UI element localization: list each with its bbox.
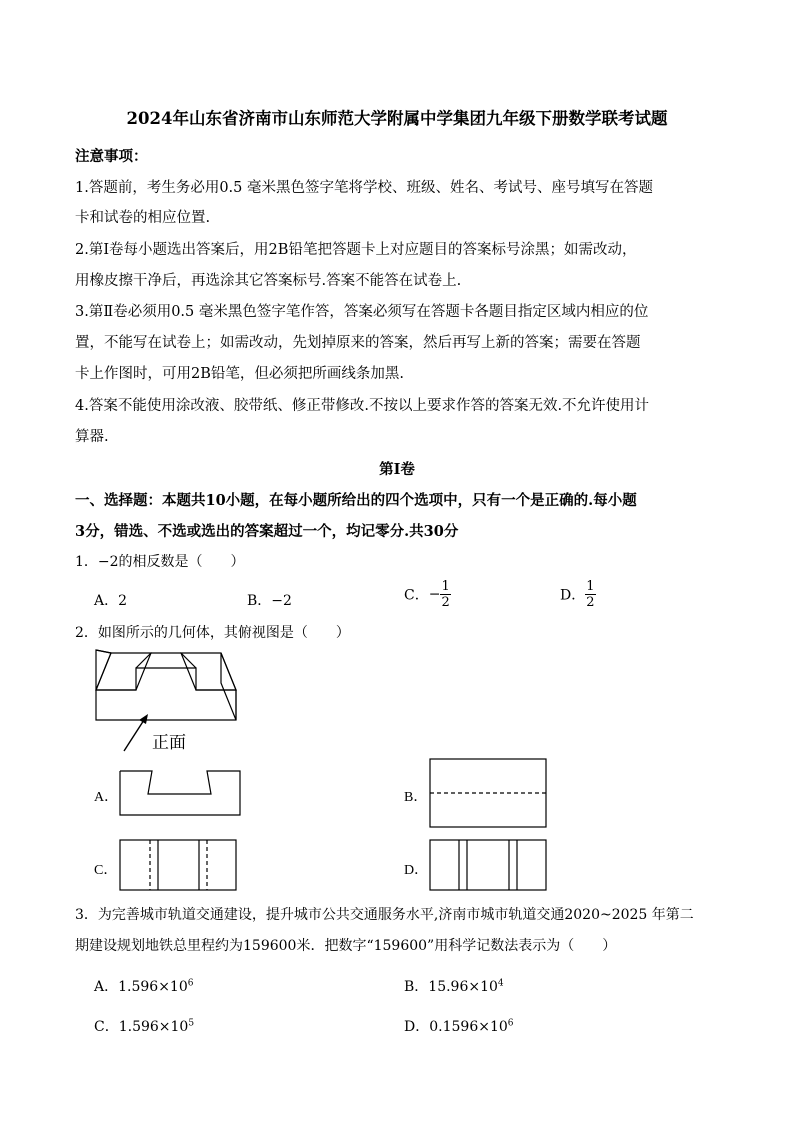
notice-line: 置，不能写在试卷上；如需改动，先划掉原来的答案，然后再写上新的答案；需要在答题 — [75, 335, 641, 351]
q2-option-c-label: C． — [94, 863, 118, 878]
fraction-numerator: 1 — [586, 579, 595, 594]
q1-option-a: A．2 — [94, 593, 128, 609]
notice-line: 卡上作图时，可用2B铅笔，但必须把所画线条加黑. — [75, 366, 404, 382]
fraction-denominator: 2 — [441, 595, 450, 610]
q1-stem: 1．−2的相反数是（ ） — [75, 554, 245, 570]
notice-line: 用橡皮擦干净后，再选涂其它答案标号.答案不能答在试卷上. — [75, 273, 462, 289]
notice-heading: 注意事项： — [75, 148, 148, 165]
q3-stem-line: 3．为完善城市轨道交通建设，提升城市公共交通服务水平,济南市城市轨道交通2020~2025 年第二 — [75, 907, 694, 923]
q3-option-c-exponent: 5 — [188, 1018, 195, 1029]
q1-option-b: B．−2 — [247, 593, 292, 609]
q3-option-a — [94, 976, 193, 996]
notice-line: 1.答题前，考生务必用0.5 毫米黑色签字笔将学校、班级、姓名、考试号、座号填写在答题 — [75, 180, 653, 196]
q3-option-d-label: D． — [404, 1019, 430, 1035]
notice-line: 3.第Ⅱ卷必须用0.5 毫米黑色签字笔作答，答案必须写在答题卡各题目指定区域内相应的位 — [75, 304, 649, 320]
q3-option-a-base: 1.596×10 — [118, 979, 188, 995]
q3-option-c — [94, 1016, 194, 1036]
q3-option-a-exponent: 6 — [187, 978, 194, 989]
q1-option-d-label: D． — [560, 587, 586, 604]
notice-line: 2.第Ⅰ卷每小题选出答案后，用2B铅笔把答题卡上对应题目的答案标号涂黑；如需改动， — [75, 242, 637, 258]
part1-instruction: 一、选择题：本题共10小题，在每小题所给出的四个选项中，只有一个是正确的.每小题 — [75, 492, 637, 509]
q2-option-d-label: D． — [404, 863, 429, 878]
q1-option-c-label: C． — [404, 587, 429, 604]
q2-option-b-label: B． — [404, 790, 428, 805]
q3-option-d-exponent: 6 — [507, 1018, 514, 1029]
notice-line: 4.答案不能使用涂改液、胶带纸、修正带修改.不按以上要求作答的答案无效.不允许使用计 — [75, 398, 650, 414]
option-a-figure — [120, 771, 240, 815]
notice-line: 卡和试卷的相应位置. — [75, 210, 211, 226]
fraction-numerator: 1 — [441, 579, 450, 594]
part1-instruction: 3分，错选、不选或选出的答案超过一个，均记零分.共30分 — [75, 523, 459, 540]
option-b-figure — [430, 759, 546, 827]
front-label: 正面 — [152, 733, 186, 753]
q1-option-c-sign: − — [428, 586, 441, 603]
option-c-figure — [120, 840, 236, 890]
q2-stem: 2．如图所示的几何体，其俯视图是（ ） — [75, 625, 350, 641]
q3-option-b — [404, 976, 504, 996]
notice-line: 算器. — [75, 429, 109, 445]
q3-option-d — [404, 1016, 514, 1036]
q3-option-c-label: C． — [94, 1019, 119, 1035]
q3-option-a-label: A． — [94, 979, 119, 995]
q2-option-a-label: A． — [94, 790, 119, 805]
fraction-denominator: 2 — [586, 595, 595, 610]
solid-figure — [96, 650, 236, 720]
q3-option-d-base: 0.1596×10 — [429, 1019, 508, 1035]
q3-option-b-exponent: 4 — [497, 978, 504, 989]
option-d-figure — [430, 840, 546, 890]
section-title: 第Ⅰ卷 — [379, 461, 415, 478]
q3-option-b-base: 15.96×10 — [428, 979, 498, 995]
q3-stem-line: 期建设规划地铁总里程约为159600米．把数字“159600”用科学记数法表示为（ ） — [75, 938, 617, 954]
q3-option-c-base: 1.596×10 — [118, 1019, 189, 1035]
q3-option-b-label: B． — [404, 979, 429, 995]
exam-title: 2024年山东省济南市山东师范大学附属中学集团九年级下册数学联考试题 — [126, 109, 668, 128]
